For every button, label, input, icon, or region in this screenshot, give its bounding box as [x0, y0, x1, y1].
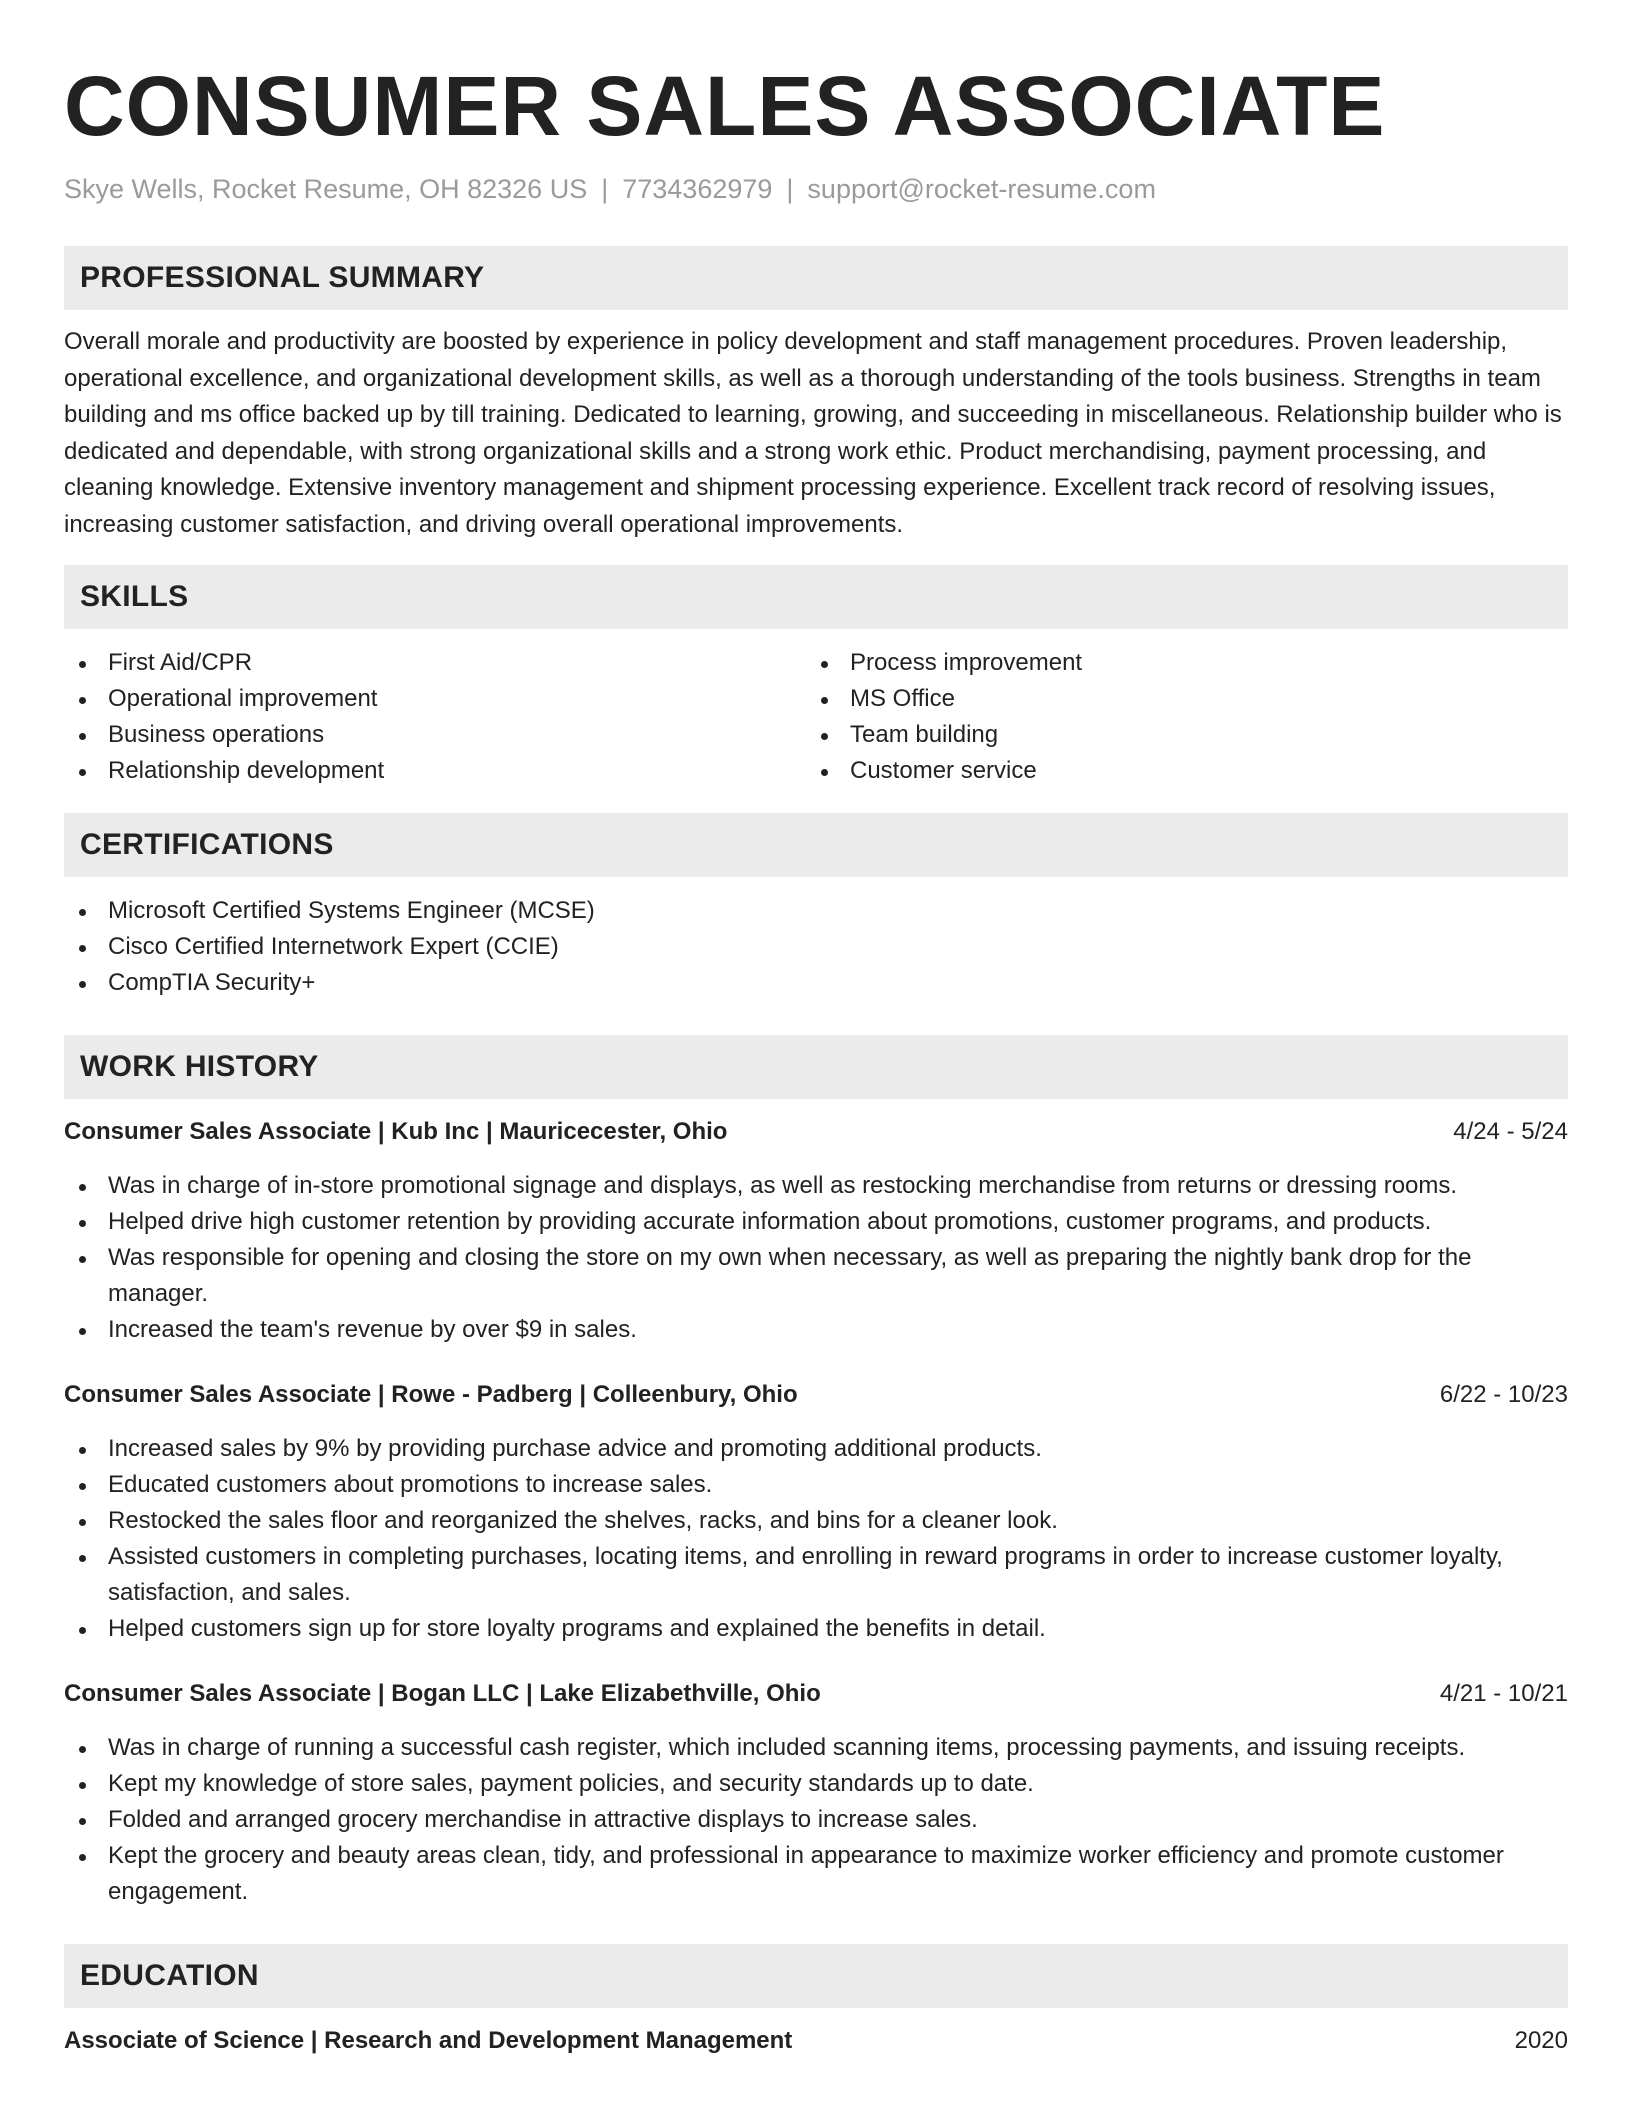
skill-item: Operational improvement — [64, 681, 806, 717]
job-bullet: Was in charge of in-store promotional signage and displays, as well as restocking merchandise from returns or dressing rooms. — [64, 1168, 1568, 1204]
job-dates: 6/22 - 10/23 — [1439, 1381, 1568, 1408]
job-bullet: Educated customers about promotions to increase sales. — [64, 1467, 1568, 1503]
job-bullet: Kept the grocery and beauty areas clean, tidy, and professional in appearance to maximize worker efficiency and promote customer engagement. — [64, 1838, 1568, 1910]
contact-address: Skye Wells, Rocket Resume, OH 82326 US — [64, 174, 588, 204]
resume-page — [64, 0, 1568, 2058]
job-bullet: Restocked the sales floor and reorganized the shelves, racks, and bins for a cleaner look. — [64, 1503, 1568, 1539]
job-bullet: Increased the team's revenue by over $9 in sales. — [64, 1312, 1568, 1348]
job-dates: 4/21 - 10/21 — [1439, 1680, 1568, 1707]
summary-text: Overall morale and productivity are boosted by experience in policy development and staff management procedures. Proven leadership, operational excellence, and organizational development skills, as well as a thorough understanding of the tools business. Strengths in team building and ms office backed up by till training. Dedicated to learning, growing, and succeeding in miscellaneous. Relationship builder who is dedicated and dependable, with strong organizational skills and a strong work ethic. Product merchandising, payment processing, and cleaning knowledge. Extensive inventory management and shipment processing experience. Excellent track record of resolving issues, increasing customer satisfaction, and driving overall operational improvements. — [64, 328, 1562, 538]
skill-item: First Aid/CPR — [64, 645, 806, 681]
skill-item: MS Office — [806, 681, 1548, 717]
certification-item: Microsoft Certified Systems Engineer (MCSE) — [64, 893, 1568, 929]
skill-item: Relationship development — [64, 753, 806, 789]
skill-item: Process improvement — [806, 645, 1548, 681]
job-entry — [64, 1378, 1568, 1647]
job-entry — [64, 1677, 1568, 1910]
resume-title: CONSUMER SALES ASSOCIATE — [64, 59, 1386, 153]
skills-column-left — [64, 645, 806, 789]
section-heading-skills: SKILLS — [64, 565, 1568, 629]
contact-phone: 7734362979 — [622, 174, 773, 204]
job-bullet: Was in charge of running a successful cash register, which included scanning items, processing payments, and issuing receipts. — [64, 1730, 1568, 1766]
section-heading-education: EDUCATION — [64, 1944, 1568, 2008]
job-bullet: Helped customers sign up for store loyalty programs and explained the benefits in detail. — [64, 1611, 1568, 1647]
job-dates: 4/24 - 5/24 — [1453, 1118, 1568, 1145]
job-title: Consumer Sales Associate | Bogan LLC | Lake Elizabethville, Ohio — [64, 1680, 821, 1707]
skills-list — [64, 645, 1568, 789]
job-bullet: Assisted customers in completing purchases, locating items, and enrolling in reward programs in order to increase customer loyalty, satisfaction, and sales. — [64, 1539, 1568, 1611]
contact-separator: | — [786, 174, 794, 204]
education-degree: Associate of Science | Research and Development Management — [64, 2027, 793, 2054]
certification-item: CompTIA Security+ — [64, 965, 1568, 1001]
section-heading-summary: PROFESSIONAL SUMMARY — [64, 246, 1568, 310]
job-title: Consumer Sales Associate | Rowe - Padberg | Colleenbury, Ohio — [64, 1381, 798, 1408]
section-heading-certifications: CERTIFICATIONS — [64, 813, 1568, 877]
education-year: 2020 — [1514, 2027, 1568, 2054]
job-bullet: Was responsible for opening and closing the store on my own when necessary, as well as preparing the nightly bank drop for the manager. — [64, 1240, 1568, 1312]
skill-item: Business operations — [64, 717, 806, 753]
job-bullet: Kept my knowledge of store sales, payment policies, and security standards up to date. — [64, 1766, 1568, 1802]
contact-separator: | — [601, 174, 609, 204]
job-bullet: Increased sales by 9% by providing purchase advice and promoting additional products. — [64, 1431, 1568, 1467]
skills-column-right — [806, 645, 1548, 789]
contact-email: support@rocket-resume.com — [807, 174, 1156, 204]
skill-item: Team building — [806, 717, 1548, 753]
certifications-list — [64, 893, 1568, 1001]
job-bullet: Helped drive high customer retention by providing accurate information about promotions, customer programs, and products. — [64, 1204, 1568, 1240]
certification-item: Cisco Certified Internetwork Expert (CCIE) — [64, 929, 1568, 965]
job-entry — [64, 1115, 1568, 1348]
job-title: Consumer Sales Associate | Kub Inc | Mauricecester, Ohio — [64, 1118, 728, 1145]
skill-item: Customer service — [806, 753, 1548, 789]
section-heading-work-history: WORK HISTORY — [64, 1035, 1568, 1099]
contact-line — [64, 172, 1568, 206]
education-entry — [64, 2024, 1568, 2058]
job-bullet: Folded and arranged grocery merchandise in attractive displays to increase sales. — [64, 1802, 1568, 1838]
